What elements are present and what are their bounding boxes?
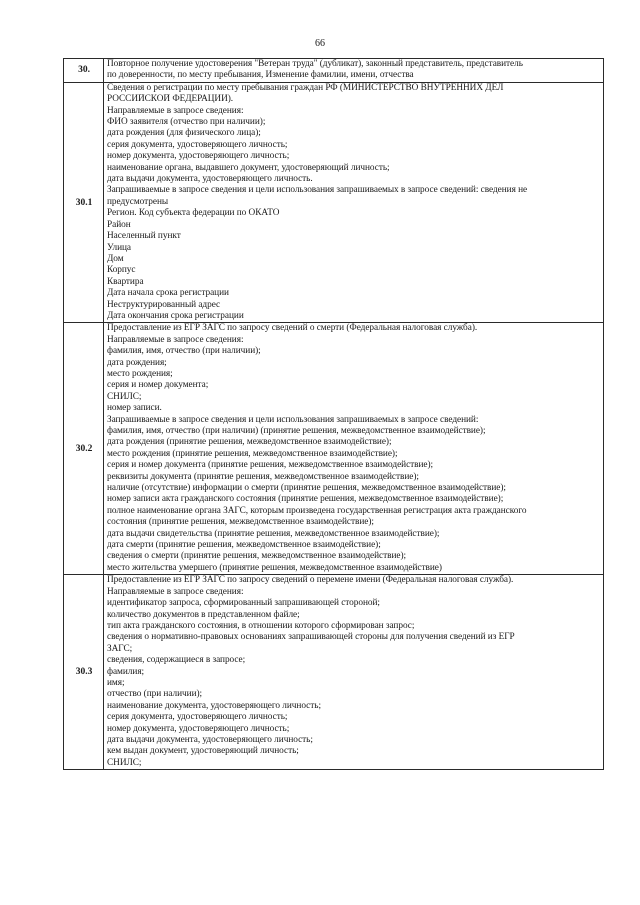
table-row bbox=[64, 575, 604, 770]
content-line: дата выдачи документа, удостоверяющего личность; bbox=[107, 734, 313, 745]
content-line: сведения о смерти (принятие решения, межведомственное взаимодействие); bbox=[107, 551, 407, 562]
content-line: идентификатор запроса, сформированный запрашивающей стороной; bbox=[107, 598, 380, 609]
content-line: имя; bbox=[107, 677, 125, 688]
content-line: РОССИЙСКОЙ ФЕДЕРАЦИИ). bbox=[107, 94, 234, 105]
content-line: реквизиты документа (принятие решения, межведомственное взаимодействие); bbox=[107, 471, 419, 482]
content-line: Корпус bbox=[107, 265, 136, 276]
content-line: Направляемые в запросе сведения: bbox=[107, 105, 244, 116]
content-line: Дом bbox=[107, 253, 124, 264]
content-line: дата рождения (принятие решения, межведомственное взаимодействие); bbox=[107, 437, 392, 448]
content-line: Направляемые в запросе сведения: bbox=[107, 334, 244, 345]
row-number: 30. bbox=[64, 59, 104, 83]
content-line: наименование органа, выдавшего документ, удостоверяющий личность; bbox=[107, 162, 390, 173]
content-line: Район bbox=[107, 219, 131, 230]
content-line: наименование документа, удостоверяющего личность; bbox=[107, 700, 321, 711]
content-line: ФИО заявителя (отчество при наличии); bbox=[107, 117, 266, 128]
content-line: номер записи акта гражданского состояния (принятие решения, межведомственное взаимодействие); bbox=[107, 494, 504, 505]
content-line: номер документа, удостоверяющего личность; bbox=[107, 723, 290, 734]
content-line: Регион. Код субъекта федерации по ОКАТО bbox=[107, 208, 280, 219]
content-line: дата выдачи свидетельства (принятие решения, межведомственное взаимодействие); bbox=[107, 528, 440, 539]
content-line: количество документов в представленном файле; bbox=[107, 609, 300, 620]
content-line: номер документа, удостоверяющего личность; bbox=[107, 151, 290, 162]
content-line: фамилия, имя, отчество (при наличии); bbox=[107, 346, 261, 357]
content-line: ЗАГС; bbox=[107, 643, 133, 654]
content-line: фамилия, имя, отчество (при наличии) (принятие решения, межведомственное взаимодействие); bbox=[107, 426, 486, 436]
content-line: Улица bbox=[107, 242, 131, 253]
content-line: Направляемые в запросе сведения: bbox=[107, 586, 244, 597]
content-line: Запрашиваемые в запросе сведения и цели использования запрашиваемых в запросе сведений: bbox=[107, 414, 479, 425]
page-bottom-margin bbox=[0, 836, 640, 905]
table-row bbox=[64, 82, 604, 323]
content-line: номер записи. bbox=[107, 403, 162, 414]
content-line: предусмотрены bbox=[107, 196, 169, 207]
content-line: Квартира bbox=[107, 276, 144, 287]
content-line: Дата начала срока регистрации bbox=[107, 288, 229, 299]
content-line: место рождения (принятие решения, межведомственное взаимодействие); bbox=[107, 448, 398, 459]
content-line: состояния (принятие решения, межведомственное взаимодействие); bbox=[107, 517, 374, 528]
row-content bbox=[104, 59, 604, 83]
content-line: дата рождения (для физического лица); bbox=[107, 128, 261, 139]
content-line: Неструктурированный адрес bbox=[107, 299, 221, 310]
content-line: Населенный пункт bbox=[107, 231, 181, 242]
content-line: кем выдан документ, удостоверяющий личность; bbox=[107, 746, 299, 757]
content-line: Повторное получение удостоверения "Ветеран труда" (дубликат), законный представитель, представитель bbox=[107, 59, 523, 69]
content-line: наличие (отсутствие) информации о смерти (принятие решения, межведомственное взаимодействие); bbox=[107, 483, 506, 494]
content-line: сведения, содержащиеся в запросе; bbox=[107, 655, 246, 666]
table-row bbox=[64, 59, 604, 83]
content-line: Сведения о регистрации по месту пребывания граждан РФ (МИНИСТЕРСТВО ВНУТРЕННИХ ДЕЛ bbox=[107, 82, 504, 93]
content-line: по доверенности, по месту пребывания, Изменение фамилии, имени, отчества bbox=[107, 70, 414, 81]
content-line: Запрашиваемые в запросе сведения и цели использования запрашиваемых в запросе сведений: сведения не bbox=[107, 185, 528, 196]
content-line: Дата окончания срока регистрации bbox=[107, 310, 244, 321]
content-line: дата рождения; bbox=[107, 357, 167, 368]
content-line: серия и номер документа (принятие решения, межведомственное взаимодействие); bbox=[107, 460, 434, 471]
content-line: полное наименование органа ЗАГС, которым произведена государственная регистрация акта гражданского bbox=[107, 505, 527, 516]
content-line: дата выдачи документа, удостоверяющего личность. bbox=[107, 174, 313, 185]
content-line: место жительства умершего (принятие решения, межведомственное взаимодействие) bbox=[107, 562, 442, 573]
content-line: серия документа, удостоверяющего личность; bbox=[107, 712, 288, 723]
content-line: серия документа, удостоверяющего личность; bbox=[107, 139, 288, 150]
content-line: дата смерти (принятие решения, межведомственное взаимодействие); bbox=[107, 540, 381, 551]
row-content bbox=[104, 575, 604, 770]
row-content bbox=[104, 323, 604, 575]
content-line: фамилия; bbox=[107, 666, 145, 677]
content-line: серия и номер документа; bbox=[107, 380, 209, 391]
content-line: Предоставление из ЕГР ЗАГС по запросу сведений о смерти (Федеральная налоговая служба). bbox=[107, 323, 478, 334]
row-number: 30.2 bbox=[64, 323, 104, 575]
content-line: тип акта гражданского состояния, в отношении которого сформирован запрос; bbox=[107, 620, 415, 631]
content-line: отчество (при наличии); bbox=[107, 689, 203, 700]
row-number: 30.3 bbox=[64, 575, 104, 770]
table-row bbox=[64, 323, 604, 575]
content-line: СНИЛС; bbox=[107, 757, 142, 768]
content-line: сведения о нормативно-правовых основаниях запрашивающей стороны для получения сведений из ЕГР bbox=[107, 632, 515, 643]
content-line: место рождения; bbox=[107, 368, 173, 379]
row-content bbox=[104, 82, 604, 323]
requirements-table bbox=[63, 58, 604, 770]
content-line: СНИЛС; bbox=[107, 391, 142, 402]
row-number: 30.1 bbox=[64, 82, 104, 323]
content-line: Предоставление из ЕГР ЗАГС по запросу сведений о перемене имени (Федеральная налоговая служба). bbox=[107, 575, 514, 586]
page-number: 66 bbox=[315, 38, 325, 49]
